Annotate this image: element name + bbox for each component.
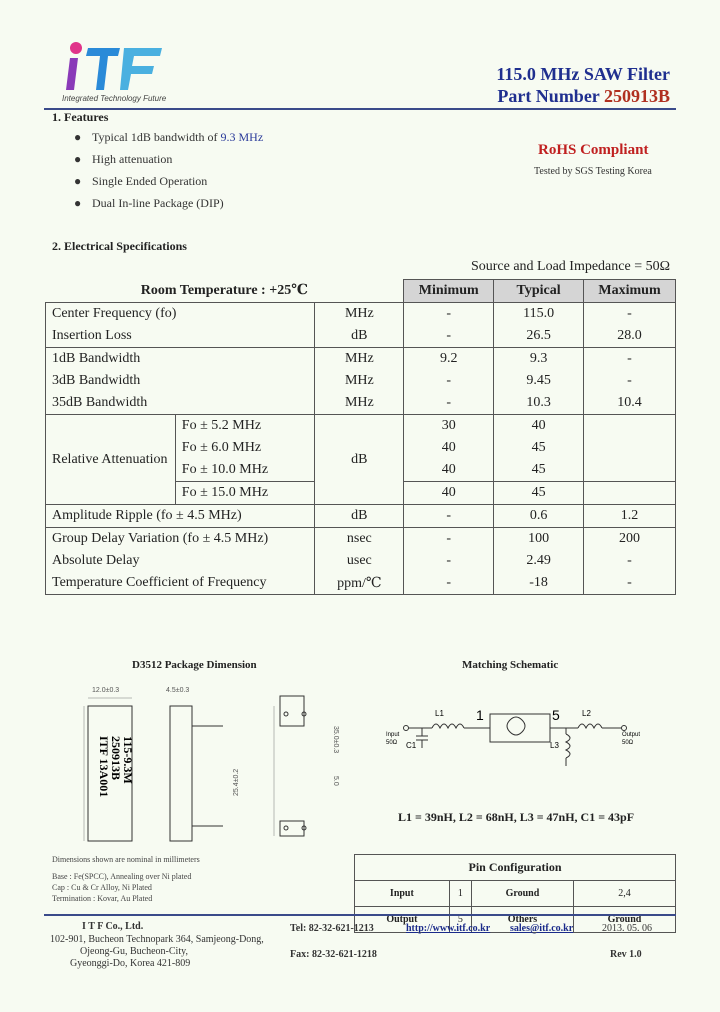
l3-label: L3 bbox=[550, 741, 559, 750]
component-values: L1 = 39nH, L2 = 68nH, L3 = 47nH, C1 = 43pF bbox=[398, 810, 635, 824]
pin5-label: 5 bbox=[552, 707, 560, 723]
email-link[interactable]: sales@itf.co.kr bbox=[510, 923, 574, 934]
l2-label: L2 bbox=[582, 709, 591, 718]
header-rule bbox=[44, 108, 676, 110]
marking-line-3: 115-9.3M bbox=[121, 736, 135, 784]
address-line-1: 102-901, Bucheon Technopark 364, Samjeong-Dong, bbox=[50, 934, 264, 945]
room-temperature: Room Temperature : +25℃ bbox=[46, 280, 404, 303]
table-row: Absolute Delay usec - 2.49 - bbox=[46, 550, 676, 572]
table-row: Center Frequency (fo) MHz - 115.0 - bbox=[46, 303, 676, 326]
table-row: Fo ± 6.0 MHz 40 45 bbox=[46, 437, 676, 459]
itf-logo bbox=[62, 40, 170, 100]
impedance-note: Source and Load Impedance = 50Ω bbox=[470, 259, 670, 274]
electrical-heading: 2. Electrical Specifications bbox=[52, 239, 187, 253]
address-line-2: Ojeong-Gu, Bucheon-City, bbox=[80, 946, 188, 957]
dim-width: 12.0±0.3 bbox=[92, 687, 120, 694]
part-number-label: Part Number bbox=[497, 86, 600, 106]
footer-rule bbox=[44, 914, 676, 916]
table-row: Output 5 Others Ground bbox=[355, 907, 676, 933]
spec-header-row bbox=[46, 280, 676, 303]
address-line-3: Gyeonggi-Do, Korea 421-809 bbox=[70, 958, 191, 969]
part-number-value: 250913B bbox=[603, 86, 670, 106]
product-title: 115.0 MHz SAW Filter bbox=[496, 64, 670, 84]
l1-label: L1 bbox=[435, 709, 444, 718]
package-notes: Dimensions shown are nominal in millimeters Base : Fe(SPCC), Annealing over Ni plated Cap : Cu & Cr Alloy, Ni Plated Termination : Kovar, Au Plated bbox=[52, 855, 200, 903]
table-row: Input 1 Ground 2,4 bbox=[355, 881, 676, 907]
schematic-title: Matching Schematic bbox=[462, 659, 559, 671]
features-heading: 1. Features bbox=[52, 110, 109, 124]
dim-height: 4.5±0.3 bbox=[166, 687, 190, 694]
feature-item: ● Typical 1dB bandwidth of 9.3 MHz bbox=[74, 130, 264, 144]
tel: Tel: 82-32-621-1213 bbox=[290, 923, 374, 934]
col-typical: Typical bbox=[494, 280, 584, 303]
table-row: Amplitude Ripple (fo ± 4.5 MHz) dB - 0.6 1.2 bbox=[46, 505, 676, 528]
c1-label: C1 bbox=[406, 741, 417, 750]
table-row: Fo ± 10.0 MHz 40 45 bbox=[46, 459, 676, 482]
spec-table bbox=[45, 279, 676, 595]
pin1-label: 1 bbox=[476, 707, 484, 723]
package-drawing bbox=[48, 676, 348, 866]
feature-item: ● Single Ended Operation bbox=[74, 174, 208, 188]
table-row: Temperature Coefficient of Frequency ppm/℃ - -18 - bbox=[46, 572, 676, 595]
rohs-subtitle: Tested by SGS Testing Korea bbox=[534, 166, 652, 177]
table-row: Group Delay Variation (fo ± 4.5 MHz) nsec - 100 200 bbox=[46, 528, 676, 551]
marking-line-1: ITF 13A001 bbox=[97, 736, 111, 798]
table-row: Fo ± 15.0 MHz 40 45 bbox=[46, 482, 676, 505]
website-link[interactable]: http://www.itf.co.kr bbox=[406, 923, 491, 934]
col-minimum: Minimum bbox=[404, 280, 494, 303]
input-label: Input bbox=[386, 732, 400, 738]
pin-config-table bbox=[354, 854, 676, 933]
fax: Fax: 82-32-621-1218 bbox=[290, 949, 377, 960]
feature-item: ● High attenuation bbox=[74, 152, 173, 166]
dim-pin-length: 5.0 bbox=[332, 776, 339, 786]
doc-date: 2013. 05. 06 bbox=[602, 923, 652, 934]
rohs-title: RoHS Compliant bbox=[538, 142, 649, 158]
table-row: 3dB Bandwidth MHz - 9.45 - bbox=[46, 370, 676, 392]
logo-subtitle: Integrated Technology Future bbox=[62, 94, 167, 103]
table-row: Relative Attenuation Fo ± 5.2 MHz dB 30 40 bbox=[46, 415, 676, 438]
feature-item: ● Dual In-line Package (DIP) bbox=[74, 196, 224, 210]
output-ohm: 50Ω bbox=[622, 740, 634, 746]
part-number bbox=[497, 86, 670, 107]
package-title: D3512 Package Dimension bbox=[132, 659, 257, 671]
input-ohm: 50Ω bbox=[386, 740, 398, 746]
dim-pin-pitch: 25.4±0.2 bbox=[233, 768, 240, 796]
table-row: Insertion Loss dB - 26.5 28.0 bbox=[46, 325, 676, 348]
table-row: 35dB Bandwidth MHz - 10.3 10.4 bbox=[46, 392, 676, 415]
table-row: 1dB Bandwidth MHz 9.2 9.3 - bbox=[46, 348, 676, 371]
matching-schematic bbox=[360, 690, 660, 790]
dim-length: 35.0±0.3 bbox=[332, 726, 339, 754]
revision: Rev 1.0 bbox=[610, 949, 642, 960]
pin-config-title: Pin Configuration bbox=[355, 855, 676, 881]
marking-line-2: 250913B bbox=[109, 736, 123, 781]
company-name: I T F Co., Ltd. bbox=[82, 921, 144, 932]
output-label: Output bbox=[622, 732, 641, 738]
col-maximum: Maximum bbox=[584, 280, 676, 303]
